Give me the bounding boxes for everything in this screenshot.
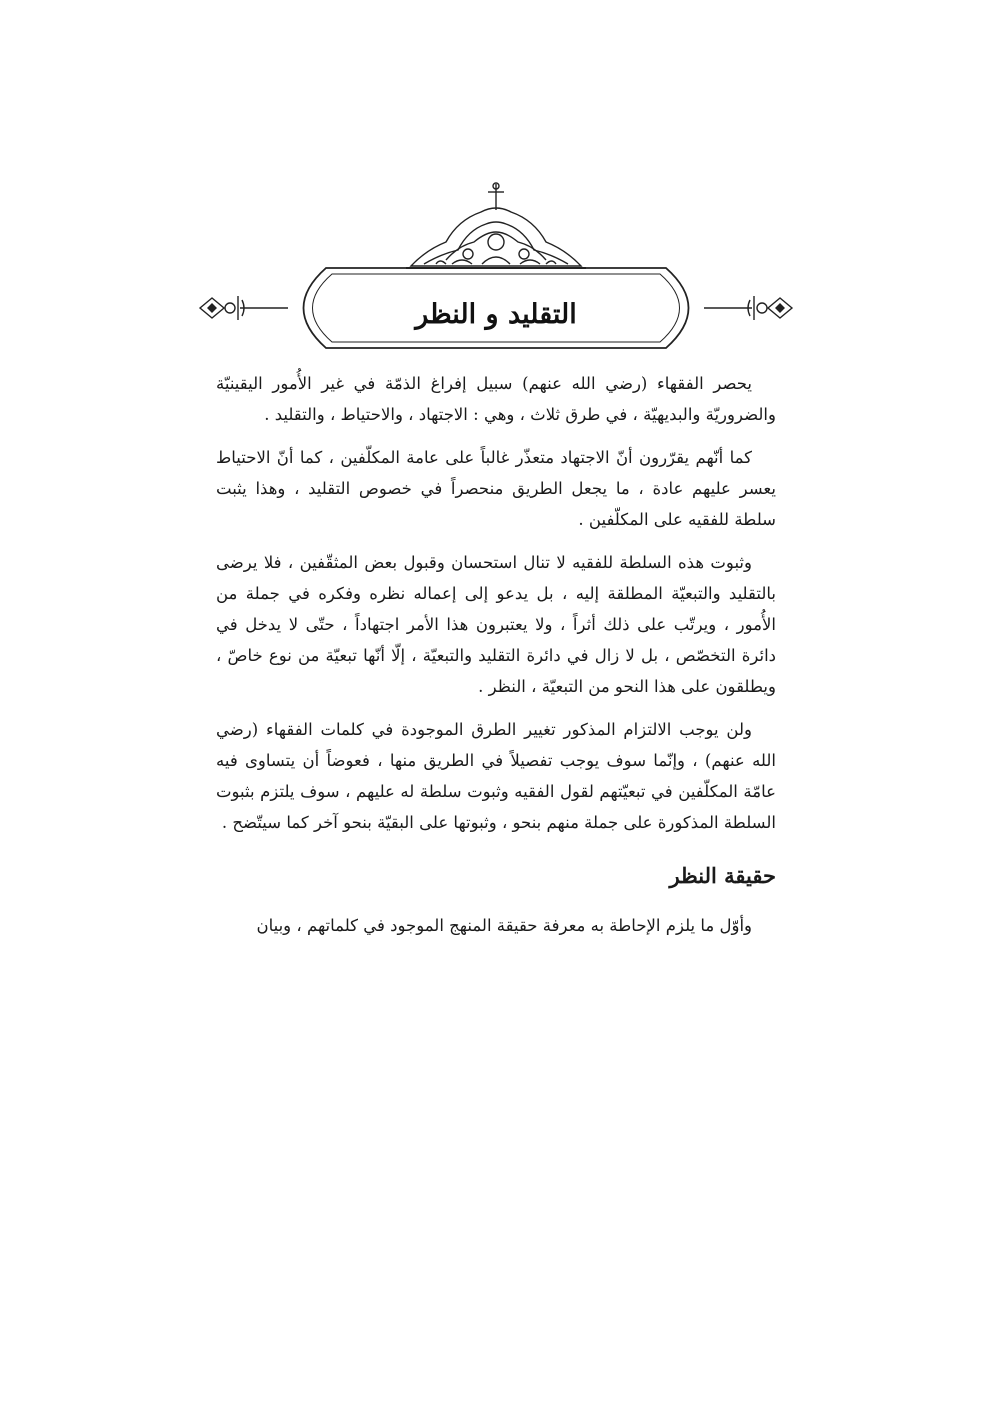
paragraph: وأوّل ما يلزم الإحاطة به معرفة حقيقة المنهج الموجود في كلماتهم ، وبيان [256, 916, 752, 935]
paragraph: وثبوت هذه السلطة للفقيه لا تنال استحسان وقبول بعض المثقّفين ، فلا يرضى بالتقليد والتبعيّة المطلقة إليه ، بل يدعو إلى إعماله نظره وفكره في جملة من الأُمور ، ويرتّب على ذلك أثراً ، ولا يعتبرون هذا الأمر اجتهاداً ، حتّى لا يدخل في دائرة التخصّص ، بل لا زال في دائرة التقليد والتبعيّة ، إلّا أنّها تبعيّة من نوع خاصّ ، ويطلقون على هذا النحو من التبعيّة ، النظر . [216, 553, 776, 696]
paragraph: ولن يوجب الالتزام المذكور تغيير الطرق الموجودة في كلمات الفقهاء (رضي الله عنهم) ، وإنّما سوف يوجب تفصيلاً في الطريق منها ، فعوضاً أن يتساوى فيه عامّة المكلّفين في تبعيّتهم لقول الفقيه وثبوت سلطة له عليهم ، سوف يلتزم بثبوت السلطة المذكورة على جملة منهم بنحو ، وثبوتها على البقيّة بنحو آخر كما سيتّضح . [216, 720, 776, 832]
section-heading: حقيقة النظر [669, 863, 776, 888]
paragraph: يحصر الفقهاء (رضي الله عنهم) سبيل إفراغ الذمّة في غير الأُمور اليقينيّة والضروريّة والبديهيّة ، في طرق ثلاث ، وهي : الاجتهاد ، والاحتياط ، والتقليد . [216, 374, 776, 424]
paragraph: كما أنّهم يقرّرون أنّ الاجتهاد متعذّر غالباً على عامة المكلّفين ، كما أنّ الاحتياط يعسر عليهم عادة ، ما يجعل الطريق منحصراً في خصوص التقليد ، وهذا يثبت سلطة للفقيه على المكلّفين . [216, 448, 776, 529]
floral-header-ornament-icon [196, 180, 796, 370]
body-text [216, 368, 776, 953]
chapter-title: التقليد و النظر [415, 299, 577, 330]
